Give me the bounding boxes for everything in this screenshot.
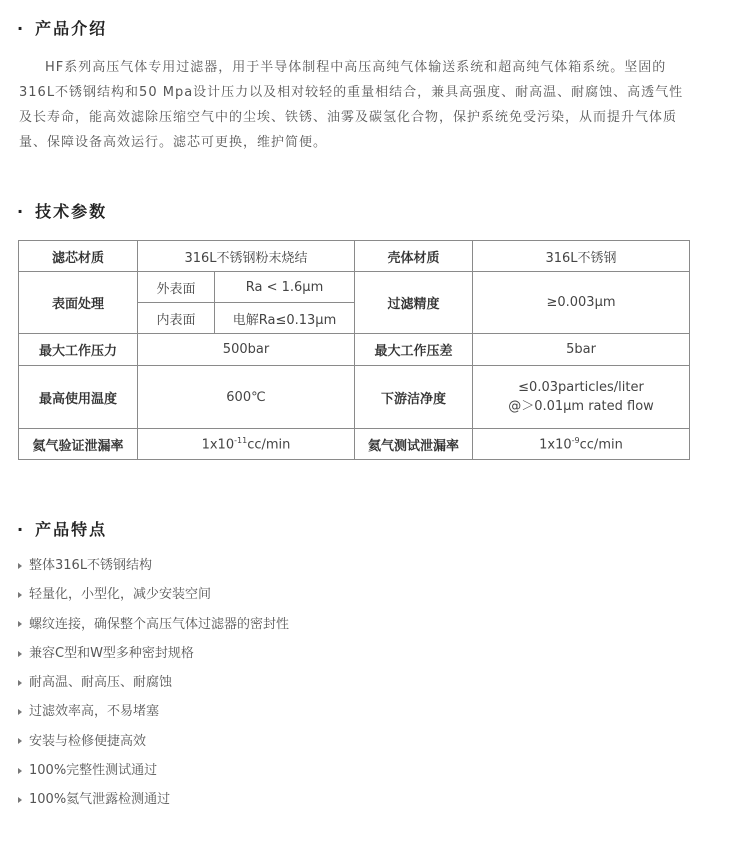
inner-surface-value: 电解Ra≤0.13μm (215, 303, 355, 334)
filter-material-label: 滤芯材质 (19, 241, 138, 272)
feature-text: 兼容C型和W型多种密封规格 (29, 645, 194, 661)
max-diff-pressure-label: 最大工作压差 (355, 334, 473, 366)
triangle-right-icon (18, 797, 22, 803)
max-temp-value: 600℃ (138, 366, 355, 429)
features-list (18, 551, 289, 815)
feature-text: 安装与检修便捷高效 (29, 733, 147, 749)
feature-text: 过滤效率高，不易堵塞 (29, 704, 160, 720)
triangle-right-icon (18, 592, 22, 598)
filter-precision-value: ≥0.003μm (473, 272, 690, 334)
helium-test-leak-label: 氦气测试泄漏率 (355, 429, 473, 460)
inner-surface-label: 内表面 (138, 303, 215, 334)
max-pressure-value: 500bar (138, 334, 355, 366)
helium-verify-exponent: -11 (234, 435, 248, 445)
max-temp-label: 最高使用温度 (19, 366, 138, 429)
specs-title-text: 技术参数 (35, 202, 108, 221)
specs-section-title (17, 199, 107, 222)
feature-text: 螺纹连接，确保整个高压气体过滤器的密封性 (29, 616, 290, 632)
downstream-cleanliness-label: 下游洁净度 (355, 366, 473, 429)
max-diff-pressure-value: 5bar (473, 334, 690, 366)
triangle-right-icon (18, 768, 22, 774)
downstream-line-2: @＞0.01μm rated flow (508, 399, 654, 414)
helium-verify-unit: cc/min (247, 437, 291, 453)
list-item (18, 580, 289, 609)
list-item (18, 727, 289, 756)
helium-test-unit: cc/min (579, 437, 623, 453)
feature-text: 100%氦气泄露检测通过 (29, 792, 171, 808)
helium-test-exponent: -9 (571, 435, 580, 445)
helium-test-leak-value (473, 429, 690, 460)
outer-surface-label: 外表面 (138, 272, 215, 303)
table-row (19, 366, 690, 429)
table-row (19, 334, 690, 366)
triangle-right-icon (18, 621, 22, 627)
table-row (19, 241, 690, 272)
intro-section-title (17, 16, 107, 39)
table-row (19, 272, 690, 303)
list-item (18, 668, 289, 697)
table-row (19, 429, 690, 460)
features-section-title (17, 517, 107, 540)
filter-precision-label: 过滤精度 (355, 272, 473, 334)
feature-text: 轻量化，小型化，减少安装空间 (29, 587, 212, 603)
list-item (18, 697, 289, 726)
filter-material-value: 316L不锈钢粉末烧结 (138, 241, 355, 272)
specs-table (18, 240, 690, 460)
intro-title-text: 产品介绍 (35, 19, 108, 38)
triangle-right-icon (18, 709, 22, 715)
downstream-cleanliness-value (473, 366, 690, 429)
features-title-text: 产品特点 (35, 520, 108, 539)
intro-paragraph: HF系列高压气体专用过滤器，用于半导体制程中高压高纯气体输送系统和超高纯气体箱系统。坚固的316L不锈钢结构和50 Mpa设计压力以及相对较轻的重量相结合，兼具高强度、耐高温、耐腐蚀、高透气性及长寿命，能高效滤除压缩空气中的尘埃、铁锈、油雾及碳氢化合物，保护系统免受污染，从而提升气体质量、保障设备高效运行。滤芯可更换，维护简便。 (19, 60, 684, 150)
list-item (18, 551, 289, 580)
feature-text: 100%完整性测试通过 (29, 763, 158, 779)
housing-material-value: 316L不锈钢 (473, 241, 690, 272)
downstream-line-1: ≤0.03particles/liter (518, 380, 644, 395)
outer-surface-value: Ra < 1.6μm (215, 272, 355, 303)
max-pressure-label: 最大工作压力 (19, 334, 138, 366)
list-item (18, 756, 289, 785)
housing-material-label: 壳体材质 (355, 241, 473, 272)
surface-treatment-label: 表面处理 (19, 272, 138, 334)
triangle-right-icon (18, 563, 22, 569)
triangle-right-icon (18, 738, 22, 744)
helium-verify-leak-label: 氦气验证泄漏率 (19, 429, 138, 460)
feature-text: 耐高温、耐高压、耐腐蚀 (29, 675, 173, 691)
list-item (18, 639, 289, 668)
bullet-dot: · (17, 202, 26, 221)
triangle-right-icon (18, 651, 22, 657)
bullet-dot: · (17, 19, 26, 38)
triangle-right-icon (18, 680, 22, 686)
helium-verify-base: 1x10 (201, 437, 235, 453)
bullet-dot: · (17, 520, 26, 539)
helium-verify-leak-value (138, 429, 355, 460)
list-item (18, 610, 289, 639)
list-item (18, 785, 289, 814)
helium-test-base: 1x10 (539, 437, 572, 453)
feature-text: 整体316L不锈钢结构 (29, 558, 153, 573)
